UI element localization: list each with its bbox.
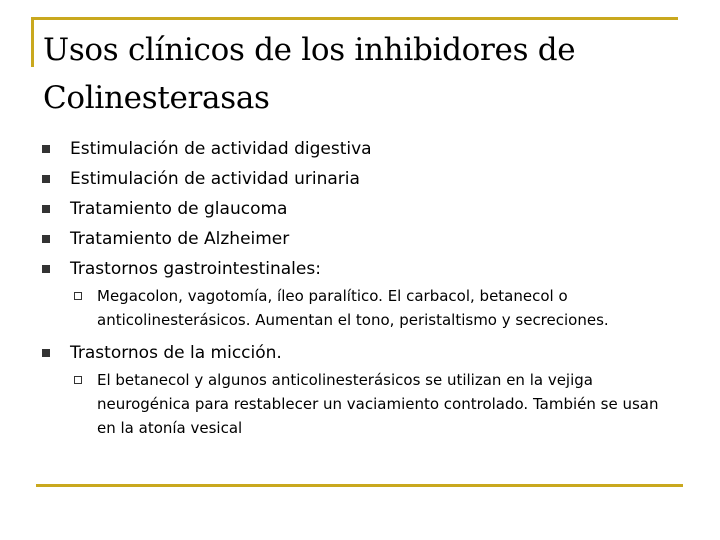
list-item-label: Trastornos de la micción.: [70, 343, 282, 363]
list-item-label: Tratamiento de glaucoma: [70, 199, 288, 219]
list-item-label: Estimulación de actividad digestiva: [70, 139, 372, 159]
sub-list-item-text: Megacolon, vagotomía, íleo paralítico. El carbacol, betanecol o anticolinesterásicos. Aumentan el tono, peristaltismo y secreciones.: [97, 287, 609, 329]
list-item: [42, 254, 682, 284]
list-item: [42, 224, 682, 254]
square-bullet-icon: [42, 145, 50, 153]
sub-list-item: [42, 368, 677, 440]
left-accent-line: [31, 17, 34, 67]
list-item-label: Tratamiento de Alzheimer: [70, 229, 290, 249]
bullet-list: [42, 134, 682, 440]
square-bullet-icon: [42, 175, 50, 183]
bottom-accent-line: [36, 484, 683, 487]
top-accent-line: [31, 17, 678, 20]
sub-list-item-text: El betanecol y algunos anticolinesterásicos se utilizan en la vejiga neurogénica para restablecer un vaciamiento controlado. También se usan en la atonía vesical: [97, 371, 659, 437]
hollow-square-bullet-icon: [74, 376, 82, 384]
slide-title: [43, 26, 683, 122]
square-bullet-icon: [42, 265, 50, 273]
list-item: [42, 134, 682, 164]
list-item: [42, 338, 682, 368]
sub-list-item: [42, 284, 677, 332]
hollow-square-bullet-icon: [74, 292, 82, 300]
square-bullet-icon: [42, 349, 50, 357]
square-bullet-icon: [42, 205, 50, 213]
list-item-label: Trastornos gastrointestinales:: [70, 259, 321, 279]
list-item: [42, 194, 682, 224]
title-line-1: Usos clínicos de los inhibidores de: [43, 32, 576, 68]
square-bullet-icon: [42, 235, 50, 243]
list-item-label: Estimulación de actividad urinaria: [70, 169, 360, 189]
list-item: [42, 164, 682, 194]
title-line-2: Colinesterasas: [43, 80, 270, 116]
